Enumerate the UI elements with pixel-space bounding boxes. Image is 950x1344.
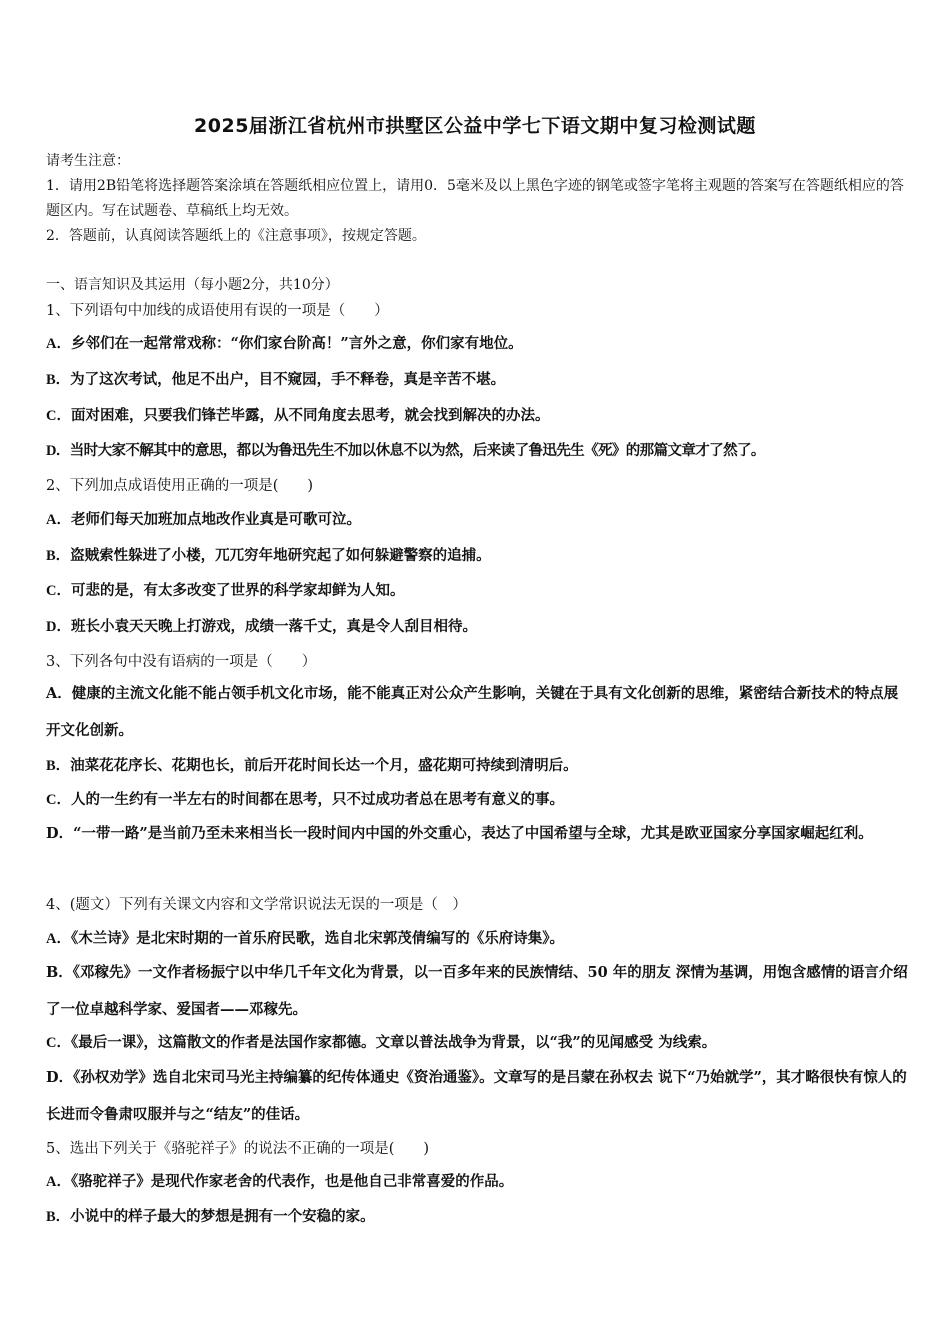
option-2a: [46, 508, 908, 532]
option-label: B．: [46, 548, 71, 564]
option-3b: [46, 754, 908, 778]
option-text: “一带一路”是当前乃至未来相当长一段时间内中国的外交重心，表达了中国希望与全球，尤其是欧亚国家分享国家崛起红利。: [73, 825, 873, 842]
option-4b: [46, 954, 908, 1028]
option-2d: [46, 615, 908, 639]
option-label: C．: [46, 583, 71, 599]
option-label: A．: [46, 336, 71, 352]
option-label: A．: [46, 1174, 71, 1190]
option-text: 乡邻们在一起常常戏称：“你们家台阶高！”言外之意，你们家有地位。: [70, 335, 523, 352]
question-stem-1: 1、下列语句中加线的成语使用有误的一项是（ ）: [46, 303, 389, 319]
option-label: B．: [46, 372, 71, 388]
option-label: A．: [46, 512, 71, 528]
option-5a: [46, 1170, 908, 1194]
option-label: B．: [46, 1209, 71, 1225]
option-text: 为了这次考试，他足不出户，目不窥园，手不释卷，真是辛苦不堪。: [70, 371, 506, 388]
notice-heading: 请考生注意：: [46, 153, 130, 169]
option-label: C．: [46, 408, 71, 424]
question-stem-2: 2、下列加点成语使用正确的一项是( ): [46, 478, 314, 494]
option-3c: [46, 788, 908, 812]
option-text: 健康的主流文化能不能占领手机文化市场，能不能真正对公众产生影响，关键在于具有文化创新的思维，紧密结合新技术的特点展开文化创新。: [46, 685, 899, 739]
option-text: 盗贼索性躲进了小楼，兀兀穷年地研究起了如何躲避警察的追捕。: [70, 547, 491, 564]
option-label: C．: [46, 1035, 71, 1051]
notice-item-2: 2．答题前，认真阅读答题纸上的《注意事项》，按规定答题。: [46, 228, 426, 244]
option-2c: [46, 579, 908, 603]
option-label: D．: [46, 825, 74, 842]
option-3d: [46, 815, 908, 852]
question-stem-4: 4、(题文）下列有关课文内容和文学常识说法无误的一项是（ ）: [46, 897, 467, 913]
option-text: 当时大家不解其中的意思，都以为鲁迅先生不加以休息不以为然，后来读了鲁迅先生《死》的那篇文章才了然了。: [69, 442, 765, 459]
option-label: D．: [46, 619, 71, 635]
notice-item-1: 1．请用2B铅笔将选择题答案涂填在答题纸相应位置上，请用0．5毫米及以上黑色字迹的钢笔或签字笔将主观题的答案写在答题纸相应的答题区内。写在试题卷、草稿纸上均无效。: [46, 178, 904, 219]
option-text: 《木兰诗》是北宋时期的一首乐府民歌，选自北宋郭茂倩编写的《乐府诗集》。: [70, 930, 564, 947]
option-2b: [46, 544, 908, 568]
option-text: 《邓稼先》一文作者杨振宁以中华几千年文化为背景，以一百多年来的民族情结、50 年的朋友 深情为基调，用饱含感情的语言介绍了一位卓越科学家、爱国者——邓稼先。: [46, 964, 908, 1018]
option-text: 可悲的是，有太多改变了世界的科学家却鲜为人知。: [70, 582, 405, 599]
section-heading: 一、语言知识及其运用（每小题2分，共10分）: [46, 277, 339, 293]
option-4c: [46, 1031, 908, 1055]
page-title: 2025届浙江省杭州市拱墅区公益中学七下语文期中复习检测试题: [194, 115, 756, 137]
option-label: C．: [46, 792, 71, 808]
option-4a: [46, 927, 908, 951]
option-text: 《孙权劝学》选自北宋司马光主持编纂的纪传体通史《资治通鉴》。文章写的是吕蒙在孙权去 说下“乃始就学”，其才略很快有惊人的长进而令鲁肃叹服并与之“结友”的佳话。: [46, 1069, 907, 1123]
option-text: 班长小袁天天晚上打游戏，成绩一落千丈，真是令人刮目相待。: [70, 618, 477, 635]
option-5b: [46, 1205, 908, 1229]
option-label: A．: [46, 931, 71, 947]
question-stem-3: 3、下列各句中没有语病的一项是（ ）: [46, 654, 317, 670]
option-text: 《骆驼祥子》是现代作家老舍的代表作，也是他自己非常喜爱的作品。: [70, 1173, 514, 1190]
option-1a: [46, 332, 908, 356]
option-1d: [46, 439, 908, 463]
option-text: 小说中的样子最大的梦想是拥有一个安稳的家。: [70, 1208, 375, 1225]
option-label: D．: [46, 443, 70, 459]
option-1b: [46, 368, 908, 392]
option-1c: [46, 404, 908, 428]
option-label: D．: [46, 1069, 74, 1086]
option-text: 老师们每天加班加点地改作业真是可歌可泣。: [70, 511, 361, 528]
option-4d: [46, 1059, 908, 1133]
option-label: A．: [46, 685, 72, 702]
option-3a: [46, 675, 908, 749]
question-stem-5: 5、选出下列关于《骆驼祥子》的说法不正确的一项是( ): [46, 1141, 430, 1157]
option-label: B．: [46, 964, 73, 981]
option-label: B．: [46, 758, 71, 774]
option-text: 《最后一课》，这篇散文的作者是法国作家都德。文章以普法战争为背景，以“我”的见闻感受 为线索。: [70, 1034, 717, 1051]
option-text: 面对困难，只要我们锋芒毕露，从不同角度去思考，就会找到解决的办法。: [70, 407, 550, 424]
option-text: 油菜花花序长、花期也长，前后开花时间长达一个月，盛花期可持续到清明后。: [70, 757, 578, 774]
option-text: 人的一生约有一半左右的时间都在思考，只不过成功者总在思考有意义的事。: [70, 791, 564, 808]
